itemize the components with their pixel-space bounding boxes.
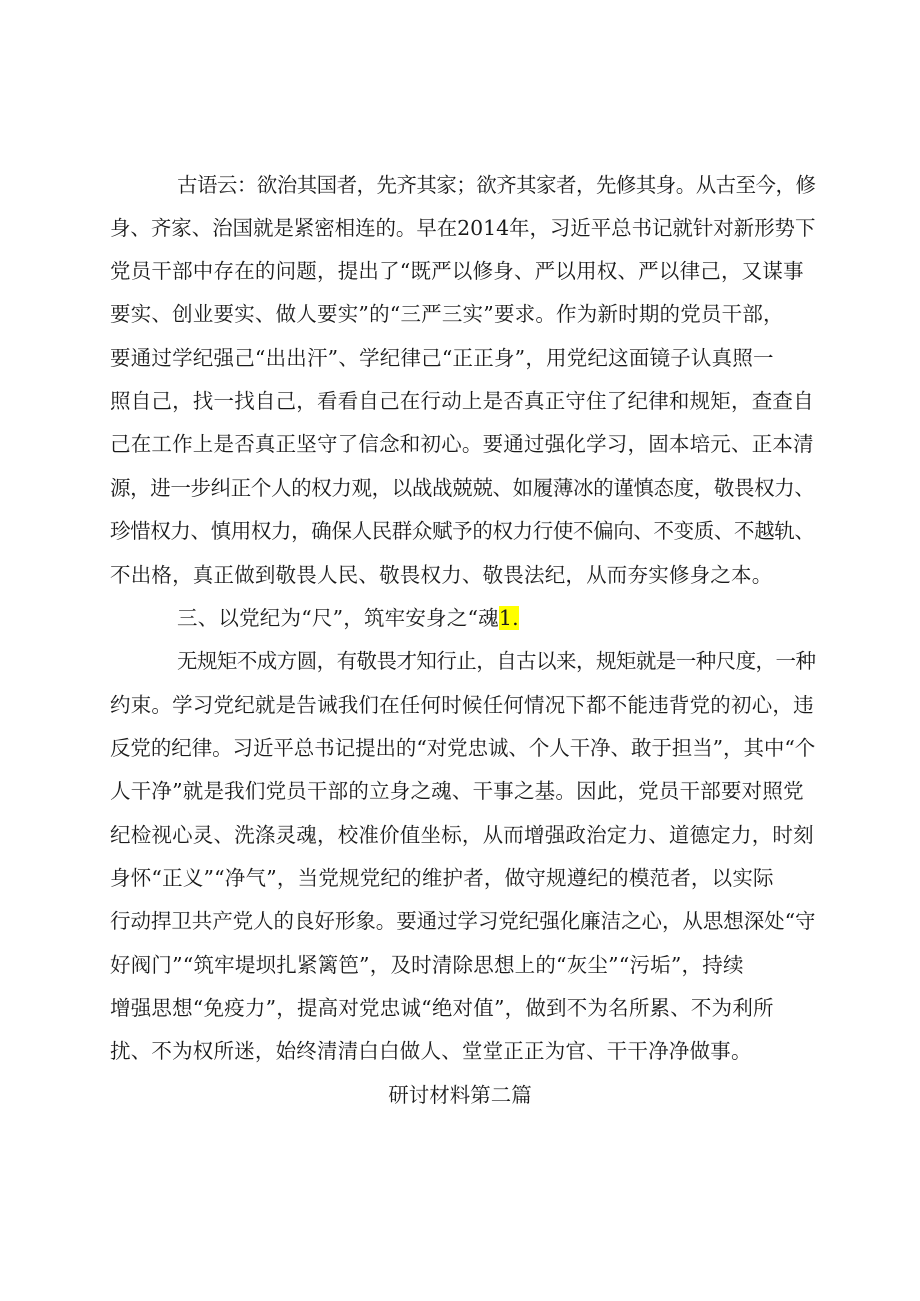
paragraph-1-line: 要通过学纪强己“出出汗”、学纪律己“正正身”，用党纪这面镜子认真照一 xyxy=(110,346,774,370)
paragraph-1-line: 照自己，找一找自己，看看自己在行动上是否真正守住了纪律和规矩，查查自 xyxy=(110,389,814,413)
paragraph-2-line: 扰、不为权所迷，始终清清白白做人、堂堂正正为官、干干净净做事。 xyxy=(110,1039,752,1063)
section-heading-3 xyxy=(177,605,519,631)
paragraph-1-line: 要实、创业要实、做人要实”的“三严三实”要求。作为新时期的党员干部， xyxy=(110,302,784,326)
paragraph-1-line: 党员干部中存在的问题，提出了“既严以修身、严以用权、严以律己，又谋事 xyxy=(110,259,804,283)
paragraph-1-line: 古语云：欲治其国者，先齐其家；欲齐其家者，先修其身。从古至今，修 xyxy=(177,173,816,197)
paragraph-2-line: 反党的纪律。习近平总书记提出的“对党忠诚、个人干净、敢于担当”，其中“个 xyxy=(110,736,816,760)
paragraph-1-line: 珍惜权力、慎用权力，确保人民群众赋予的权力行使不偏向、不变质、不越轨、 xyxy=(110,519,815,543)
paragraph-2-line: 增强思想“免疫力”，提高对党忠诚“绝对值”，做到不为名所累、不为利所 xyxy=(110,996,774,1020)
paragraph-2-line: 行动捍卫共产党人的良好形象。要通过学习党纪强化廉洁之心，从思想深处“守 xyxy=(110,909,816,933)
paragraph-2-line: 无规矩不成方圆，有敬畏才知行止，自古以来，规矩就是一种尺度，一种 xyxy=(177,649,816,673)
paragraph-2-line: 好阀门”“筑牢堤坝扎紧篱笆”，及时清除思想上的“灰尘”“污垢”，持续 xyxy=(110,953,744,977)
paragraph-1-line: 己在工作上是否真正坚守了信念和初心。要通过强化学习，固本培元、正本清 xyxy=(110,432,814,456)
paragraph-2-line: 身怀“正义”“净气”，当党规党纪的维护者，做守规遵纪的模范者，以实际 xyxy=(110,866,774,890)
paragraph-1-line: 身、齐家、治国就是紧密相连的。早在2014年，习近平总书记就针对新形势下 xyxy=(110,216,816,240)
paragraph-2-line: 约束。学习党纪就是告诫我们在任何时候任何情况下都不能违背党的初心，违 xyxy=(110,693,814,717)
paragraph-2-line: 人干净”就是我们党员干部的立身之魂、干事之基。因此，党员干部要对照党 xyxy=(110,779,804,803)
paragraph-2-line: 纪检视心灵、洗涤灵魂，校准价值坐标，从而增强政治定力、道德定力，时刻 xyxy=(110,823,814,847)
highlighted-marker: 1. xyxy=(498,606,519,630)
section-title: 研讨材料第二篇 xyxy=(388,1083,532,1107)
paragraph-1-line: 不出格，真正做到敬畏人民、敬畏权力、敬畏法纪，从而夯实修身之本。 xyxy=(110,563,773,587)
paragraph-1-line: 源，进一步纠正个人的权力观，以战战兢兢、如履薄冰的谨慎态度，敬畏权力、 xyxy=(110,476,815,500)
section-heading-3-text: 三、以党纪为“尺”，筑牢安身之“魂 xyxy=(177,606,499,630)
